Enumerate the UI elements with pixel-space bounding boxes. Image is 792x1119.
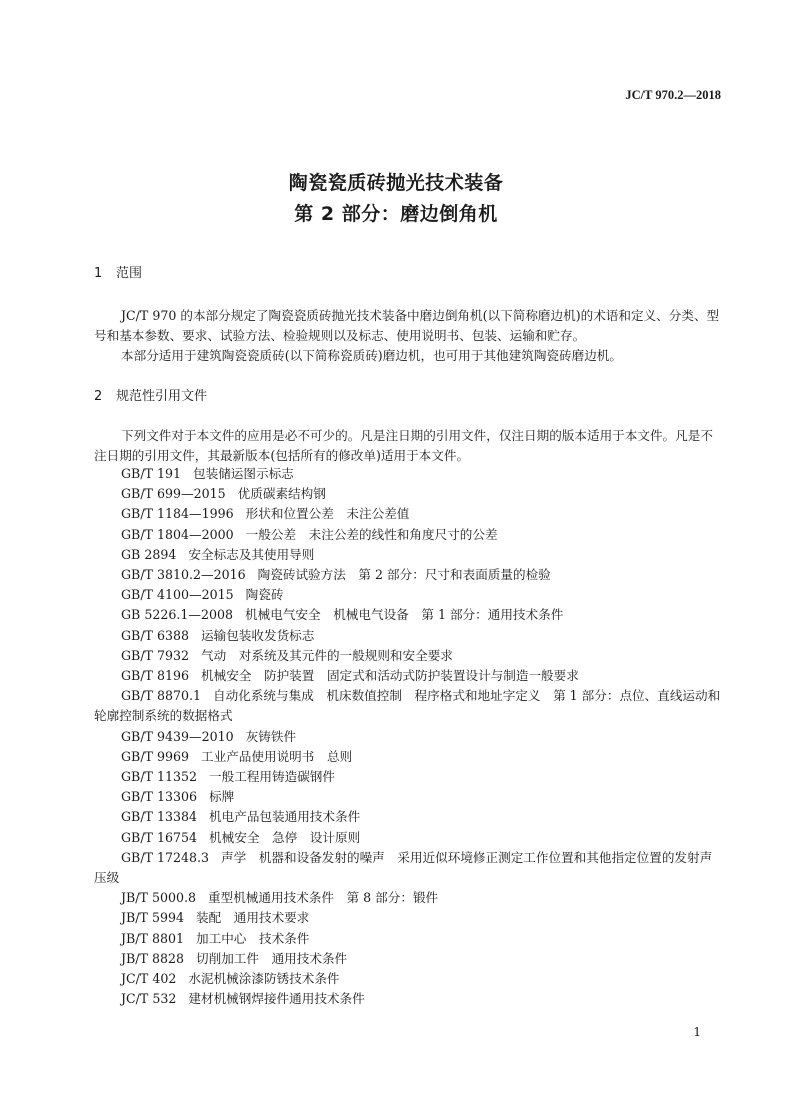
section-1-body [94,306,724,367]
reference-item [94,989,724,1009]
section-2-heading [94,385,207,404]
reference-item [94,949,724,969]
reference-code: JB/T 5000.8 [121,890,197,906]
reference-item [94,767,724,787]
reference-title: 灰铸铁件 [245,728,297,744]
reference-item [94,464,724,484]
reference-code: GB/T 9969 [121,748,190,764]
section-1-heading [94,262,142,281]
reference-item [94,585,724,605]
paragraph: JC/T 970 的本部分规定了陶瓷瓷质砖抛光技术装备中磨边倒角机(以下简称磨边机)的术语和定义、分类、型号和基本参数、要求、试验方法、检验规则以及标志、使用说明书、包装、运输和贮存。 [94,308,720,344]
reference-title: 包装储运图示标志 [193,466,294,481]
reference-code: GB/T 4100—2015 [121,587,234,603]
reference-code: JB/T 8801 [121,930,184,946]
reference-title: 水泥机械涂漆防锈技术条件 [188,971,340,987]
reference-item [94,747,724,767]
reference-code: GB 5226.1—2008 [121,607,234,623]
standard-code: JC/T 970.2—2018 [625,88,721,102]
reference-title: 一般公差 未注公差的线性和角度尺寸的公差 [245,526,498,542]
reference-item [94,969,724,989]
reference-code: GB/T 7932 [121,647,190,663]
reference-item [94,666,724,686]
reference-code: GB/T 8196 [121,668,190,684]
reference-code: GB 2894 [121,546,177,562]
reference-item [94,545,724,565]
reference-title: 声学 机器和设备发射的噪声 采用近似环境修正测定工作位置和其他指定位置的发射声压级 [94,849,713,886]
reference-title: 建材机械钢焊接件通用技术条件 [188,991,365,1007]
reference-item [94,727,724,747]
reference-item [94,807,724,827]
section-title: 规范性引用文件 [116,389,208,404]
reference-title: 机械安全 防护装置 固定式和活动式防护装置设计与制造一般要求 [201,668,579,684]
reference-item [94,504,724,524]
reference-title: 标牌 [209,789,235,805]
section-number: 1 [94,266,103,281]
reference-code: GB/T 8870.1 [121,688,202,704]
reference-code: JC/T 402 [121,971,177,987]
paragraph: 本部分适用于建筑陶瓷瓷质砖(以下简称瓷质砖)磨边机，也可用于其他建筑陶瓷砖磨边机。 [121,348,622,364]
reference-title: 机械电气安全 机械电气设备 第 1 部分：通用技术条件 [245,607,564,623]
section-number: 2 [94,389,103,404]
reference-code: GB/T 17248.3 [121,849,210,865]
reference-code: GB/T 13384 [121,809,198,825]
reference-title: 切削加工件 通用技术条件 [196,950,348,966]
reference-code: GB/T 11352 [121,769,198,785]
reference-title: 陶瓷砖试验方法 第 2 部分：尺寸和表面质量的检验 [257,567,551,583]
reference-title: 一般工程用铸造碳钢件 [209,769,335,785]
reference-title: 安全标志及其使用导则 [188,546,315,562]
reference-item [94,484,724,504]
reference-item [94,626,724,646]
reference-title: 陶瓷砖 [245,587,284,603]
reference-title: 机电产品包装通用技术条件 [209,809,361,825]
reference-item [94,929,724,949]
reference-code: GB/T 13306 [121,789,198,805]
section-title: 范围 [116,266,143,281]
reference-title: 重型机械通用技术条件 第 8 部分：锻件 [208,890,439,906]
reference-item [94,888,724,908]
reference-code: GB/T 16754 [121,829,198,845]
document-subtitle: 第 2 部分：磨边倒角机 [294,203,498,225]
reference-code: GB/T 3810.2—2016 [121,567,246,583]
reference-title: 机械安全 急停 设计原则 [209,829,361,845]
reference-code: GB/T 191 [121,466,181,481]
reference-code: JB/T 5994 [121,910,184,926]
reference-item [94,908,724,928]
reference-code: JB/T 8828 [121,950,184,966]
reference-item [94,525,724,545]
reference-item [94,565,724,585]
reference-title: 形状和位置公差 未注公差值 [245,506,410,522]
reference-title: 自动化系统与集成 机床数值控制 程序格式和地址字定义 第 1 部分：点位、直线运动和轮廓控制系统的数据格式 [94,688,721,724]
reference-item [94,646,724,666]
reference-code: GB/T 1804—2000 [121,526,234,542]
reference-item [94,848,724,888]
page-number: 1 [693,1025,701,1039]
reference-title: 优质碳素结构钢 [237,486,326,502]
reference-list [94,464,724,1009]
paragraph: 下列文件对于本文件的应用是必不可少的。凡是注日期的引用文件，仅注日期的版本适用于本文件。凡是不注日期的引用文件，其最新版本(包括所有的修改单)适用于本文件。 [94,428,713,464]
reference-item [94,828,724,848]
reference-code: GB/T 1184—1996 [121,506,234,522]
reference-title: 加工中心 技术条件 [196,930,310,946]
reference-title: 运输包装收发货标志 [201,627,315,643]
document-title: 陶瓷瓷质砖抛光技术装备 [288,172,504,194]
reference-code: JC/T 532 [121,991,177,1007]
reference-code: GB/T 9439—2010 [121,728,234,744]
reference-title: 工业产品使用说明书 总则 [201,748,353,764]
reference-title: 气动 对系统及其元件的一般规则和安全要求 [201,647,453,663]
reference-item [94,787,724,807]
reference-item [94,605,724,625]
reference-code: GB/T 699—2015 [121,486,226,502]
reference-title: 装配 通用技术要求 [196,910,310,926]
reference-item [94,686,724,726]
section-2-body [94,426,724,466]
reference-code: GB/T 6388 [121,627,190,643]
